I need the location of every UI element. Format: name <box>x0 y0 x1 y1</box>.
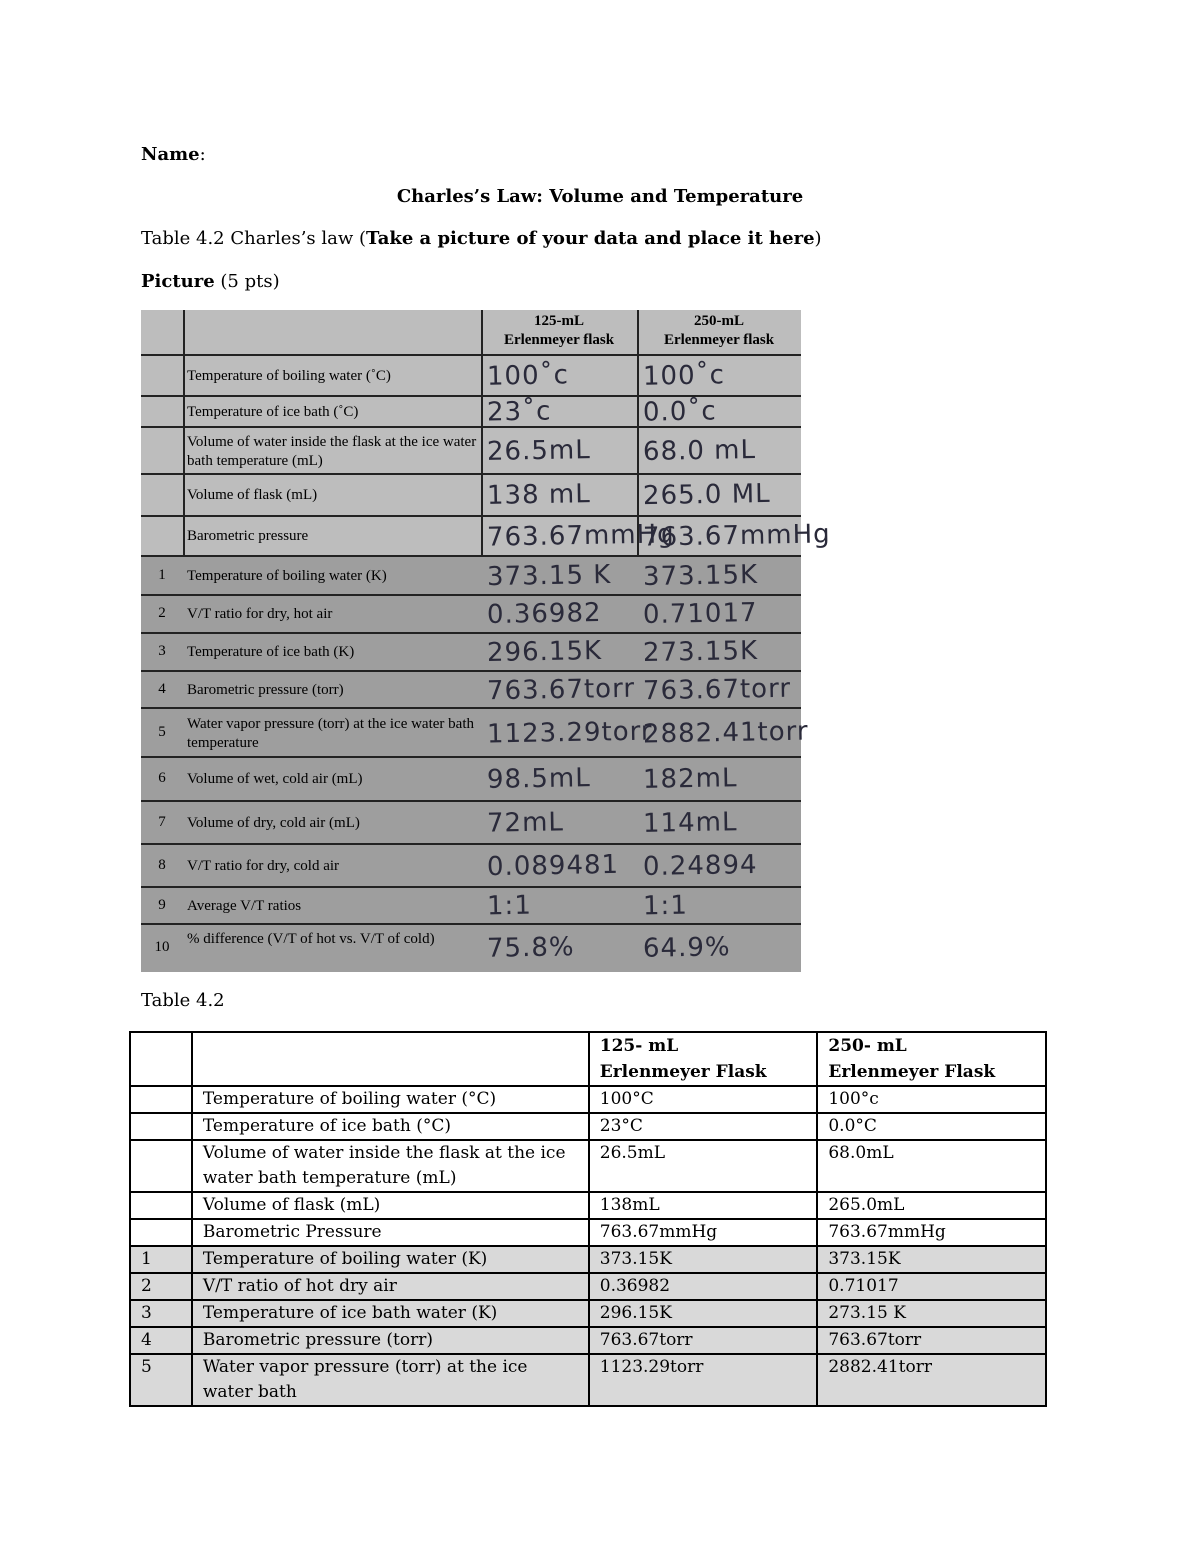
row-number <box>130 1192 192 1219</box>
photo-handwritten-value-250: 0.0˚c <box>642 396 717 428</box>
photo-row-label: Volume of dry, cold air (mL) <box>187 814 360 831</box>
value-125ml: 26.5mL <box>589 1140 818 1192</box>
value-125ml: 763.67torr <box>589 1327 818 1354</box>
row-label: Water vapor pressure (torr) at the ice water bath <box>192 1354 589 1406</box>
photo-row-number: 3 <box>158 643 166 659</box>
document-title <box>0 186 1200 207</box>
value-125ml: 1123.29torr <box>589 1354 818 1406</box>
photo-handwritten-value-125: 373.15 K <box>486 559 612 592</box>
row-label: V/T ratio of hot dry air <box>192 1273 589 1300</box>
picture-label: Picture <box>141 271 215 292</box>
photo-handwritten-value-250: 373.15K <box>642 559 759 592</box>
photo-handwritten-value-250: 114mL <box>642 806 738 839</box>
photo-handwritten-value-250: 273.15K <box>642 635 759 669</box>
table-row <box>130 1113 1046 1140</box>
photo-row-label: Volume of water inside the flask at the ice water bath temperature (mL) <box>187 433 477 469</box>
photo-row <box>141 923 801 972</box>
photo-col2-header: 250-mL Erlenmeyer flask <box>663 313 775 348</box>
value-250ml: 0.0°C <box>817 1113 1046 1140</box>
picture-points: (5 pts) <box>214 271 280 292</box>
header-col1-a: 125- mL <box>599 1036 679 1056</box>
photo-row-number: 5 <box>158 723 166 740</box>
photo-row-label: Barometric pressure (torr) <box>187 681 344 698</box>
header-col2-a: 250- mL <box>828 1036 907 1056</box>
photo-handwritten-value-125: 75.8% <box>486 931 575 964</box>
header-label <box>192 1032 589 1086</box>
name-line <box>141 144 206 165</box>
table-row <box>130 1219 1046 1246</box>
row-label: Temperature of boiling water (°C) <box>192 1086 589 1113</box>
photo-handwritten-value-250: 0.71017 <box>642 598 758 630</box>
header-col1-b: Erlenmeyer Flask <box>599 1062 767 1082</box>
row-number: 3 <box>130 1300 192 1327</box>
photo-handwritten-value-125: 23˚c <box>486 396 552 428</box>
value-125ml: 138mL <box>589 1192 818 1219</box>
photo-row-label: Barometric pressure <box>187 528 309 544</box>
photo-row <box>141 354 801 397</box>
value-250ml: 2882.41torr <box>817 1354 1046 1406</box>
photo-col1-header: 125-mL Erlenmeyer flask <box>503 313 615 348</box>
photo-handwritten-value-250: 1:1 <box>642 890 689 921</box>
value-250ml: 273.15 K <box>817 1300 1046 1327</box>
value-125ml: 0.36982 <box>589 1273 818 1300</box>
photo-handwritten-value-125: 138 mL <box>486 479 591 511</box>
photo-row <box>141 756 801 802</box>
photo-row-label: Volume of wet, cold air (mL) <box>187 771 363 787</box>
header-col2 <box>817 1032 1046 1086</box>
photo-handwritten-value-250: 68.0 mL <box>642 434 757 467</box>
table-row <box>130 1140 1046 1192</box>
name-label: Name <box>141 144 200 165</box>
caption-plain: Table 4.2 Charles’s law ( <box>141 228 367 249</box>
photo-row-label: Temperature of ice bath (K) <box>187 644 355 660</box>
data-photo <box>141 310 831 970</box>
photo-handwritten-value-250: 2882.41torr <box>642 716 809 749</box>
photo-row-number: 10 <box>154 938 170 955</box>
row-label: Barometric pressure (torr) <box>192 1327 589 1354</box>
row-number: 2 <box>130 1273 192 1300</box>
photo-handwritten-value-250: 763.67torr <box>642 673 792 706</box>
photo-row <box>141 886 801 925</box>
photo-handwritten-value-125: 763.67mmHg <box>486 519 675 553</box>
table-header-row <box>130 1032 1046 1086</box>
photo-row <box>141 843 801 888</box>
header-col2-b: Erlenmeyer Flask <box>828 1062 996 1082</box>
row-number <box>130 1113 192 1140</box>
row-number: 4 <box>130 1327 192 1354</box>
table-row <box>130 1273 1046 1300</box>
row-number: 1 <box>130 1246 192 1273</box>
row-label: Barometric Pressure <box>192 1219 589 1246</box>
photo-row-number: 1 <box>158 566 166 583</box>
table-row <box>130 1300 1046 1327</box>
header-col1 <box>589 1032 818 1086</box>
photo-handwritten-value-250: 64.9% <box>642 931 731 964</box>
photo-handwritten-value-125: 0.089481 <box>486 849 620 882</box>
photo-handwritten-value-250: 100˚c <box>642 359 726 392</box>
value-125ml: 373.15K <box>589 1246 818 1273</box>
row-number <box>130 1140 192 1192</box>
value-250ml: 763.67mmHg <box>817 1219 1046 1246</box>
photo-row-number: 4 <box>158 680 166 697</box>
value-250ml: 373.15K <box>817 1246 1046 1273</box>
table-row <box>130 1086 1046 1113</box>
data-table <box>129 1031 1047 1407</box>
value-250ml: 763.67torr <box>817 1327 1046 1354</box>
photo-handwritten-value-125: 100˚c <box>486 359 570 392</box>
row-label: Temperature of ice bath (°C) <box>192 1113 589 1140</box>
photo-row <box>141 426 801 475</box>
photo-row-label: V/T ratio for dry, hot air <box>187 606 333 622</box>
row-label: Volume of water inside the flask at the ice water bath temperature (mL) <box>192 1140 589 1192</box>
photo-handwritten-value-125: 72mL <box>486 806 565 839</box>
photo-row <box>141 800 801 845</box>
row-number <box>130 1086 192 1113</box>
photo-handwritten-value-125: 0.36982 <box>486 598 602 630</box>
photo-handwritten-value-125: 1:1 <box>486 890 533 921</box>
photo-row <box>141 707 809 758</box>
photo-handwritten-value-125: 26.5mL <box>486 434 591 467</box>
photo-handwritten-value-125: 763.67torr <box>486 673 636 706</box>
value-250ml: 0.71017 <box>817 1273 1046 1300</box>
photo-handwritten-value-250: 0.24894 <box>642 849 758 882</box>
row-label: Temperature of ice bath water (K) <box>192 1300 589 1327</box>
caption-end: ) <box>814 228 822 249</box>
value-250ml: 100°c <box>817 1086 1046 1113</box>
photo-handwritten-value-250: 763.67mmHg <box>642 519 831 553</box>
photo-row-number: 8 <box>158 856 166 873</box>
photo-handwritten-value-125: 296.15K <box>486 635 603 669</box>
photo-row-label: Average V/T ratios <box>187 897 302 914</box>
row-label: Temperature of boiling water (K) <box>192 1246 589 1273</box>
photo-row-number: 2 <box>158 605 166 621</box>
photo-handwritten-value-125: 1123.29torr <box>486 716 653 749</box>
photo-row <box>141 473 801 517</box>
value-125ml: 763.67mmHg <box>589 1219 818 1246</box>
photo-row-label: Temperature of ice bath (˚C) <box>187 403 359 420</box>
table-row <box>130 1327 1046 1354</box>
photo-row <box>141 670 801 709</box>
photo-handwritten-value-250: 265.0 ML <box>642 478 771 512</box>
table-row <box>130 1246 1046 1273</box>
caption-bold: Take a picture of your data and place it here <box>366 228 815 249</box>
photo-row <box>141 515 831 557</box>
value-125ml: 100°C <box>589 1086 818 1113</box>
value-250ml: 68.0mL <box>817 1140 1046 1192</box>
photo-row <box>141 395 801 428</box>
photo-row-number: 7 <box>158 813 166 830</box>
photo-row-label: Volume of flask (mL) <box>187 487 318 503</box>
table-row <box>130 1192 1046 1219</box>
photo-handwritten-value-125: 98.5mL <box>486 763 591 795</box>
name-colon: : <box>199 144 206 165</box>
photo-row-label: % difference (V/T of hot vs. V/T of cold) <box>187 930 435 947</box>
table-caption: Table 4.2 <box>141 990 225 1011</box>
table-row <box>130 1354 1046 1406</box>
photo-row-number: 6 <box>158 770 166 786</box>
photo-row-label: V/T ratio for dry, cold air <box>187 857 340 874</box>
row-number <box>130 1219 192 1246</box>
photo-row-label: Water vapor pressure (torr) at the ice water bath temperature <box>187 715 474 751</box>
row-label: Volume of flask (mL) <box>192 1192 589 1219</box>
title-text: Charles’s Law: Volume and Temperature <box>396 186 804 207</box>
row-number: 5 <box>130 1354 192 1406</box>
photo-row <box>141 594 801 634</box>
value-125ml: 23°C <box>589 1113 818 1140</box>
photo-row <box>141 555 801 596</box>
photo-row-number: 9 <box>158 896 166 913</box>
photo-row <box>141 632 801 672</box>
photo-row-label: Temperature of boiling water (K) <box>187 567 387 584</box>
photo-handwritten-value-250: 182mL <box>642 763 738 795</box>
picture-line <box>141 271 280 292</box>
header-num <box>130 1032 192 1086</box>
value-125ml: 296.15K <box>589 1300 818 1327</box>
table-caption-line <box>141 228 822 249</box>
value-250ml: 265.0mL <box>817 1192 1046 1219</box>
photo-row-label: Temperature of boiling water (˚C) <box>187 367 391 384</box>
